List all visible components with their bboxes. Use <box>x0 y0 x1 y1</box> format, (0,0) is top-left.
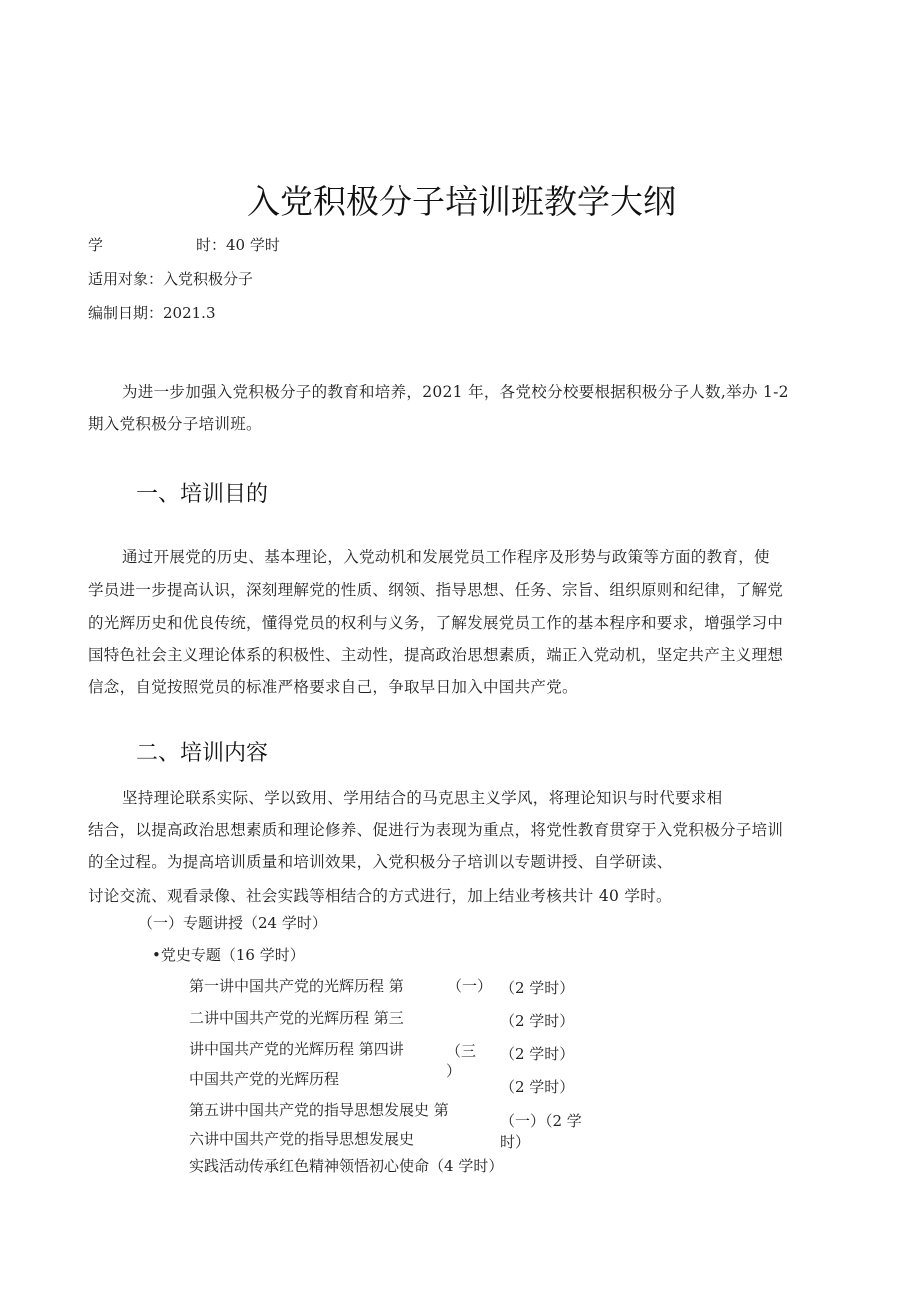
lecture-part-note: （一） <box>447 977 493 995</box>
sub-heading: （一）专题讲授（24 学时） <box>138 914 327 932</box>
purpose-line: 学员进一步提高认识，深刻理解党的性质、纲领、指导思想、任务、宗旨、组织原则和纪律，了解党 <box>88 581 784 599</box>
lecture-hours: （一）（2 学 <box>500 1112 582 1130</box>
lecture-part-note: ） <box>446 1062 462 1080</box>
section-heading-purpose: 一、培训目的 <box>136 482 269 507</box>
lecture-part-note: （三 <box>446 1042 477 1060</box>
lecture-line: 实践活动传承红色精神领悟初心使命（4 学时） <box>189 1157 504 1175</box>
lecture-hours: （2 学时） <box>500 979 575 997</box>
lecture-hours: （2 学时） <box>500 1045 575 1063</box>
lecture-line: 二讲中国共产党的光辉历程 第三 <box>189 1009 404 1027</box>
content-line: 的全过程。为提高培训质量和培训效果，入党积极分子培训以专题讲授、自学研读、 <box>88 853 673 871</box>
lecture-hours: （2 学时） <box>500 1078 575 1096</box>
lecture-line: 中国共产党的光辉历程 <box>189 1070 340 1088</box>
lecture-hours: 时） <box>500 1133 531 1151</box>
intro-line: 为进一步加强入党积极分子的教育和培养，2021 年，各党校分校要根据积极分子人数,举办 1-2 <box>122 383 789 401</box>
purpose-line: 信念，自觉按照党员的标准严格要求自己，争取早日加入中国共产党。 <box>88 678 578 696</box>
intro-line: 期入党积极分子培训班。 <box>88 415 262 433</box>
topic-heading: •党史专题（16 学时） <box>152 946 305 964</box>
content-line: 结合，以提高政治思想素质和理论修养、促进行为表现为重点，将党性教育贯穿于入党积极分子培训 <box>88 821 784 839</box>
content-line: 讨论交流、观看录像、社会实践等相结合的方式进行，加上结业考核共计 40 学时。 <box>88 887 672 905</box>
hours-label: 学 <box>88 236 104 254</box>
content-line: 坚持理论联系实际、学以致用、学用结合的马克思主义学风，将理论知识与时代要求相 <box>122 789 723 807</box>
date-line: 编制日期：2021.3 <box>88 304 216 322</box>
section-heading-content: 二、培训内容 <box>136 741 269 766</box>
lecture-line: 第五讲中国共产党的指导思想发展史 第 <box>189 1101 449 1119</box>
audience-line: 适用对象：入党积极分子 <box>88 270 254 288</box>
lecture-hours: （2 学时） <box>500 1012 575 1030</box>
purpose-line: 的光辉历史和优良传统，懂得党员的权利与义务，了解发展党员工作的基本程序和要求，增强学习中 <box>88 614 784 632</box>
document-title: 入党积极分子培训班教学大纲 <box>247 182 676 221</box>
lecture-line: 六讲中国共产党的指导思想发展史 <box>189 1130 415 1148</box>
purpose-line: 国特色社会主义理论体系的积极性、主动性，提高政治思想素质，端正入党动机，坚定共产主义理想 <box>88 646 784 664</box>
lecture-line: 第一讲中国共产党的光辉历程 第 <box>189 977 404 995</box>
lecture-line: 讲中国共产党的光辉历程 第四讲 <box>189 1040 404 1058</box>
hours-value: 时：40 学时 <box>196 236 280 254</box>
purpose-line: 通过开展党的历史、基本理论，入党动机和发展党员工作程序及形势与政策等方面的教育，使 <box>122 548 770 566</box>
